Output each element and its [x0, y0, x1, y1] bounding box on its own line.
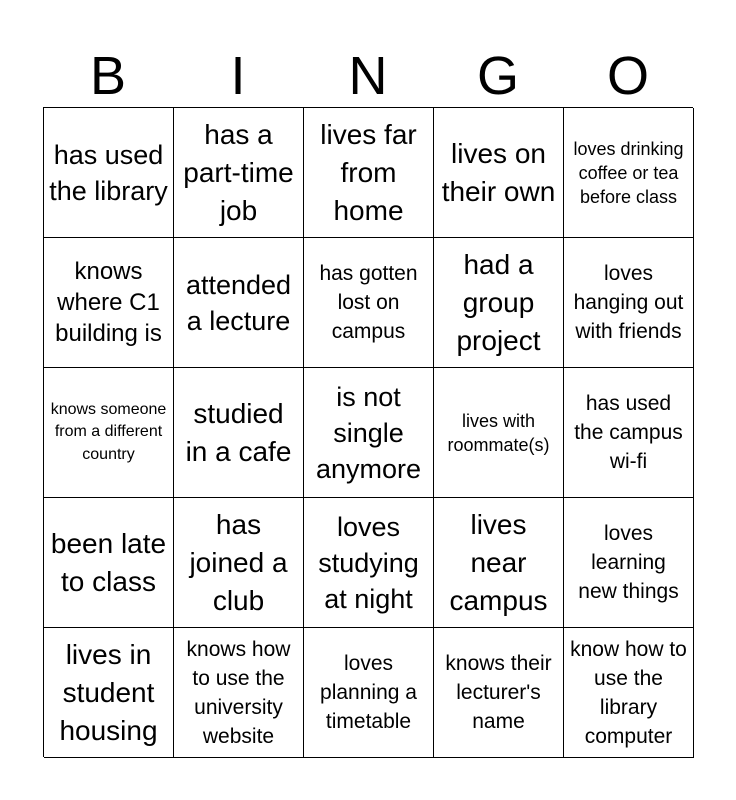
bingo-cell-text: lives with roommate(s) [447, 410, 550, 455]
bingo-cell-text: is not single anymore [315, 381, 422, 484]
bingo-cell-r2-c4[interactable] [434, 238, 564, 368]
header-letter-n: N [348, 46, 388, 106]
bingo-cell-r4-c5[interactable] [564, 498, 694, 628]
bingo-cell-r5-c4[interactable] [434, 628, 564, 758]
bingo-board [43, 107, 693, 757]
bingo-cell-text: had a group project [456, 248, 541, 356]
bingo-cell-text: knows where C1 building is [55, 258, 162, 347]
bingo-cell-text: loves hanging out with friends [573, 262, 684, 343]
bingo-cell-text: has a part-time job [183, 118, 294, 226]
bingo-cell-r1-c2[interactable] [174, 108, 304, 238]
bingo-cell-r3-c1[interactable] [44, 368, 174, 498]
bingo-cell-r4-c2[interactable] [174, 498, 304, 628]
bingo-cell-text: attended a lecture [185, 269, 292, 336]
bingo-cell-r2-c1[interactable] [44, 238, 174, 368]
bingo-cell-r4-c1[interactable] [44, 498, 174, 628]
bingo-cell-text: lives near campus [449, 508, 548, 616]
bingo-cell-r3-c5[interactable] [564, 368, 694, 498]
bingo-cell-r2-c3[interactable] [304, 238, 434, 368]
bingo-cell-r3-c4[interactable] [434, 368, 564, 498]
bingo-cell-r1-c1[interactable] [44, 108, 174, 238]
bingo-cell-text: knows someone from a different country [50, 400, 167, 463]
bingo-cell-text: loves planning a timetable [320, 652, 417, 733]
bingo-cell-text: has used the library [49, 139, 168, 206]
bingo-cell-r1-c5[interactable] [564, 108, 694, 238]
header-letter-g: G [476, 46, 519, 106]
bingo-cell-text: studied in a cafe [185, 397, 292, 467]
bingo-cell-r4-c4[interactable] [434, 498, 564, 628]
bingo-cell-r1-c4[interactable] [434, 108, 564, 238]
bingo-cell-r1-c3[interactable] [304, 108, 434, 238]
header-letter-i: I [230, 46, 246, 106]
header-letter-b: B [89, 46, 127, 106]
bingo-cell-text: knows how to use the university website [186, 637, 291, 748]
bingo-cell-r5-c3[interactable] [304, 628, 434, 758]
bingo-cell-r2-c2[interactable] [174, 238, 304, 368]
bingo-header [43, 44, 693, 108]
bingo-cell-r5-c1[interactable] [44, 628, 174, 758]
bingo-cell-r2-c5[interactable] [564, 238, 694, 368]
bingo-cell-text: loves studying at night [318, 511, 419, 614]
bingo-cell-text: has used the campus wi-fi [574, 392, 683, 473]
bingo-cell-text: lives on their own [441, 137, 556, 207]
header-letter-o: O [606, 46, 649, 106]
bingo-cell-r5-c5[interactable] [564, 628, 694, 758]
bingo-cell-text: loves learning new things [578, 522, 679, 603]
bingo-cell-r3-c3[interactable] [304, 368, 434, 498]
bingo-cell-r4-c3[interactable] [304, 498, 434, 628]
bingo-cell-text: loves drinking coffee or tea before class [573, 138, 684, 207]
bingo-cell-text: lives far from home [320, 118, 417, 226]
bingo-cell-text: has gotten lost on campus [319, 262, 418, 343]
bingo-cell-r5-c2[interactable] [174, 628, 304, 758]
bingo-cell-text: has joined a club [189, 508, 288, 616]
bingo-cell-text: been late to class [50, 527, 167, 597]
bingo-cell-r3-c2[interactable] [174, 368, 304, 498]
bingo-cell-text: lives in student housing [59, 638, 158, 746]
bingo-cell-text: knows their lecturer's name [445, 652, 552, 733]
bingo-cell-text: know how to use the library computer [570, 637, 687, 748]
